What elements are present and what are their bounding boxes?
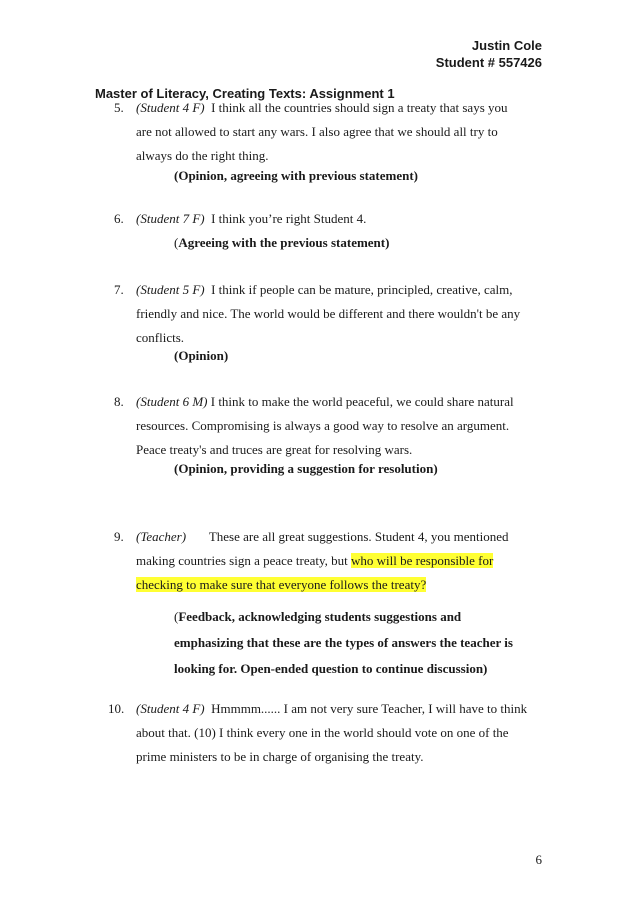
transcript-item-10 (108, 697, 541, 769)
item-line-3: Peace treaty's and truces are great for resolving wars. (136, 442, 413, 457)
author-name: Justin Cole (471, 38, 542, 53)
item-line-1 (136, 207, 541, 231)
transcript-item-9 (114, 525, 541, 597)
item-number: 5. (114, 100, 124, 115)
analysis-comment-6 (174, 230, 546, 256)
comment-text: Agreeing with the previous statement) (178, 235, 390, 250)
analysis-comment-9 (174, 604, 546, 682)
transcript-item-6 (114, 207, 541, 231)
utterance-text: I think to make the world peaceful, we could share natural (210, 394, 514, 409)
item-number: 10. (108, 701, 125, 716)
speaker-label: (Student 5 F) (136, 282, 205, 297)
utterance-text: These are all great suggestions. Student 4, you mentioned (208, 529, 509, 544)
item-number: 7. (114, 282, 124, 297)
item-number: 8. (114, 394, 124, 409)
item-line-1 (136, 697, 541, 721)
utterance-text: I think you’re right Student 4. (211, 211, 367, 226)
student-number: Student # 557426 (435, 55, 542, 70)
utterance-text: I think if people can be mature, principled, creative, calm, (211, 282, 513, 297)
item-line-2 (136, 549, 541, 573)
transcript-item-8 (114, 390, 541, 462)
comment-line-1 (174, 604, 546, 630)
comment-open-paren: ( (174, 609, 179, 624)
document-title: Master of Literacy, Creating Texts: Assignment 1 (95, 86, 395, 101)
item-number: 6. (114, 211, 124, 226)
item-line-1 (136, 390, 541, 414)
item-line-2: about that. (10) I think every one in the world should vote on one of the (136, 725, 509, 740)
utterance-text: making countries sign a peace treaty, but (136, 553, 348, 568)
item-line-3: conflicts. (136, 330, 185, 345)
speaker-label: (Student 7 F) (136, 211, 205, 226)
item-line-3: always do the right thing. (136, 148, 269, 163)
item-line-2: resources. Compromising is always a good way to resolve an argument. (136, 418, 510, 433)
speaker-label: (Student 4 F) (136, 701, 205, 716)
comment-text: Feedback, acknowledging students suggestions and (178, 609, 462, 624)
item-line-1 (136, 96, 541, 120)
utterance-text: Hmmmm...... I am not very sure Teacher, I will have to think (211, 701, 528, 716)
speaker-label: (Student 4 F) (136, 100, 205, 115)
speaker-label: (Student 6 M) (136, 394, 208, 409)
item-line-2: friendly and nice. The world would be different and there wouldn't be any (136, 306, 521, 321)
item-line-3 (136, 573, 541, 597)
item-line-3: prime ministers to be in charge of organising the treaty. (136, 749, 424, 764)
transcript-item-7 (114, 278, 541, 350)
comment-line-3: looking for. Open-ended question to continue discussion) (174, 661, 488, 676)
highlighted-question: checking to make sure that everyone follows the treaty? (136, 577, 427, 592)
item-line-2: are not allowed to start any wars. I also agree that we should all try to (136, 124, 498, 139)
page-number: 6 (535, 852, 542, 867)
item-line-1 (136, 278, 541, 302)
comment-line-2: emphasizing that these are the types of answers the teacher is (174, 635, 513, 650)
analysis-comment-5: (Opinion, agreeing with previous statement) (174, 168, 418, 183)
item-number: 9. (114, 529, 124, 544)
analysis-comment-8: (Opinion, providing a suggestion for resolution) (174, 461, 438, 476)
item-line-1 (136, 525, 541, 549)
transcript-item-5 (114, 96, 541, 168)
highlighted-question: who will be responsible for (351, 553, 494, 568)
utterance-text: I think all the countries should sign a treaty that says you (211, 100, 508, 115)
analysis-comment-7: (Opinion) (174, 348, 229, 363)
speaker-label: (Teacher) (136, 529, 187, 544)
comment-open-paren: ( (174, 235, 179, 250)
